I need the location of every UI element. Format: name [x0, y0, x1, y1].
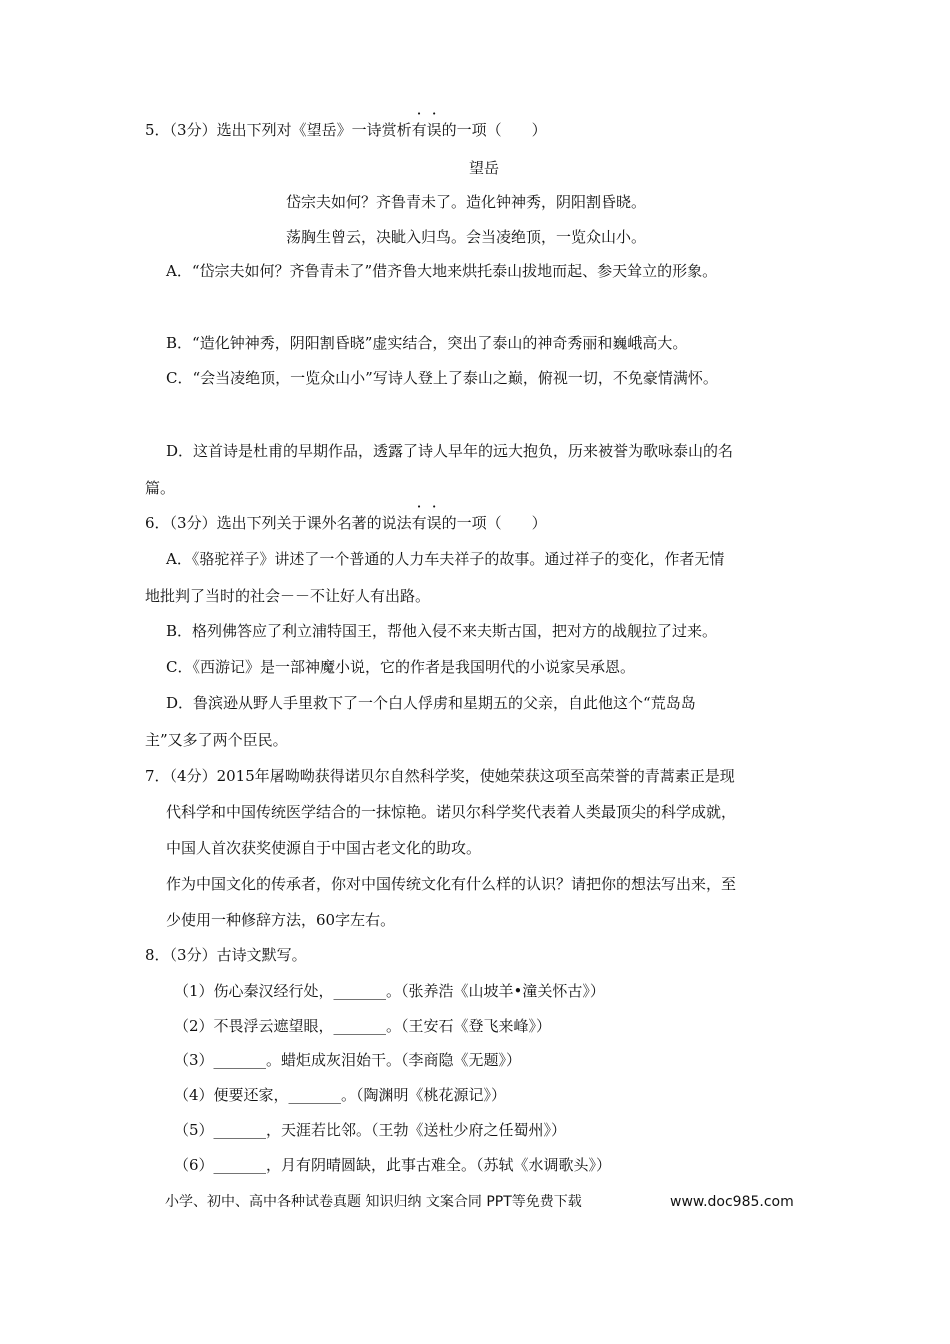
q8-item-2: [174, 1016, 551, 1036]
q8-item-3: [174, 1050, 521, 1070]
q8-item-5-source: ，天涯若比邻。（王勃《送杜少府之任蜀州》）: [266, 1121, 567, 1139]
q6-emphasis-char-1: 有: [411, 514, 427, 532]
q6-stem: [145, 513, 547, 533]
q8-stem: 8．（3分）古诗文默写。: [145, 946, 307, 964]
q6-option-a-line-1: A．《骆驼祥子》讲述了一个普通的人力车夫祥子的故事。通过祥子的变化，作者无情: [166, 550, 725, 568]
q5-emphasis-char-2: 误: [426, 121, 442, 139]
q8-item-5: [174, 1120, 566, 1140]
footer-text: 小学、初中、高中各种试卷真题 知识归纳 文案合同 PPT等免费下载: [165, 1194, 582, 1210]
q6-option-a-line-2: 地批判了当时的社会－－不让好人有出路。: [145, 587, 431, 605]
q5-stem-text: 5．（3分）选出下列对《望岳》一诗赏析: [145, 121, 412, 139]
q8-item-6-text: （6）: [174, 1156, 214, 1174]
q7-line-1: 7．（4分）2015年屠呦呦获得诺贝尔自然科学奖，使她荣获这项至高荣誉的青蒿素正是现: [145, 767, 735, 785]
q5-emphasis-char-1: 有: [411, 121, 427, 139]
q8-item-4-source: 。（陶渊明《桃花源记》）: [341, 1086, 507, 1104]
q6-emphasis-char-2: 误: [426, 514, 442, 532]
q6-option-c: C．《西游记》是一部神魔小说，它的作者是我国明代的小说家吴承恩。: [166, 658, 635, 676]
q5-poem-line-1: 岱宗夫如何？齐鲁青未了。造化钟神秀，阴阳割昏晓。: [286, 193, 647, 211]
q8-item-3-source: 。蜡炬成灰泪始干。（李商隐《无题》）: [266, 1051, 522, 1069]
q8-item-1-source: 。（张养浩《山坡羊•潼关怀古》）: [386, 982, 605, 1000]
q7-line-4: 作为中国文化的传承者，你对中国传统文化有什么样的认识？请把你的想法写出来，至: [166, 875, 737, 893]
answer-blank: _______: [288, 1086, 342, 1104]
q6-option-b: B．格列佛答应了利立浦特国王，帮他入侵不来夫斯古国，把对方的战舰拉了过来。: [166, 622, 718, 640]
q5-option-c: C．“会当凌绝顶，一览众山小”写诗人登上了泰山之巅，俯视一切，不免豪情满怀。: [166, 369, 718, 387]
q8-item-2-text: （2）不畏浮云遮望眼，: [174, 1017, 334, 1035]
footer-url[interactable]: www.doc985.com: [670, 1194, 794, 1210]
answer-blank: _______: [213, 1051, 267, 1069]
q6-option-d-line-2: 主”又多了两个臣民。: [145, 731, 288, 749]
q5-option-a: A．“岱宗夫如何？齐鲁青未了”借齐鲁大地来烘托泰山拔地而起、参天耸立的形象。: [166, 262, 718, 280]
q5-stem-tail: 的一项（ ）: [441, 121, 547, 139]
q7-line-2: 代科学和中国传统医学结合的一抹惊艳。诺贝尔科学奖代表着人类最顶尖的科学成就，: [166, 803, 737, 821]
q7-line-5: 少使用一种修辞方法，60字左右。: [166, 911, 396, 929]
q5-option-d-line-2: 篇。: [145, 479, 176, 497]
q5-option-b: B．“造化钟神秀，阴阳割昏晓”虚实结合，突出了泰山的神奇秀丽和巍峨高大。: [166, 334, 688, 352]
q8-item-1-text: （1）伤心秦汉经行处，: [174, 982, 334, 1000]
answer-blank: _______: [333, 1017, 387, 1035]
q6-option-d-line-1: D．鲁滨逊从野人手里救下了一个白人俘虏和星期五的父亲，自此他这个“荒岛岛: [166, 694, 696, 712]
q8-item-2-source: 。（王安石《登飞来峰》）: [386, 1017, 552, 1035]
q5-option-d-line-1: D．这首诗是杜甫的早期作品，透露了诗人早年的远大抱负，历来被誉为歌咏泰山的名: [166, 442, 734, 460]
q8-item-6: [174, 1155, 611, 1175]
q8-item-3-text: （3）: [174, 1051, 214, 1069]
answer-blank: _______: [213, 1121, 267, 1139]
q6-stem-tail: 的一项（ ）: [441, 514, 547, 532]
q5-poem-line-2: 荡胸生曾云，决眦入归鸟。会当凌绝顶，一览众山小。: [286, 228, 647, 246]
q5-poem-title: 望岳: [469, 159, 500, 177]
q7-line-3: 中国人首次获奖使源自于中国古老文化的助攻。: [166, 839, 482, 857]
footer: [165, 1192, 794, 1212]
answer-blank: _______: [333, 982, 387, 1000]
q8-item-4: [174, 1085, 506, 1105]
answer-blank: _______: [213, 1156, 267, 1174]
q8-item-5-text: （5）: [174, 1121, 214, 1139]
q5-stem: [145, 120, 547, 140]
q8-item-4-text: （4）便要还家，: [174, 1086, 289, 1104]
q6-stem-text: 6．（3分）选出下列关于课外名著的说法: [145, 514, 412, 532]
q8-item-6-source: ，月有阴晴圆缺，此事古难全。（苏轼《水调歌头》）: [266, 1156, 612, 1174]
q8-item-1: [174, 981, 605, 1001]
